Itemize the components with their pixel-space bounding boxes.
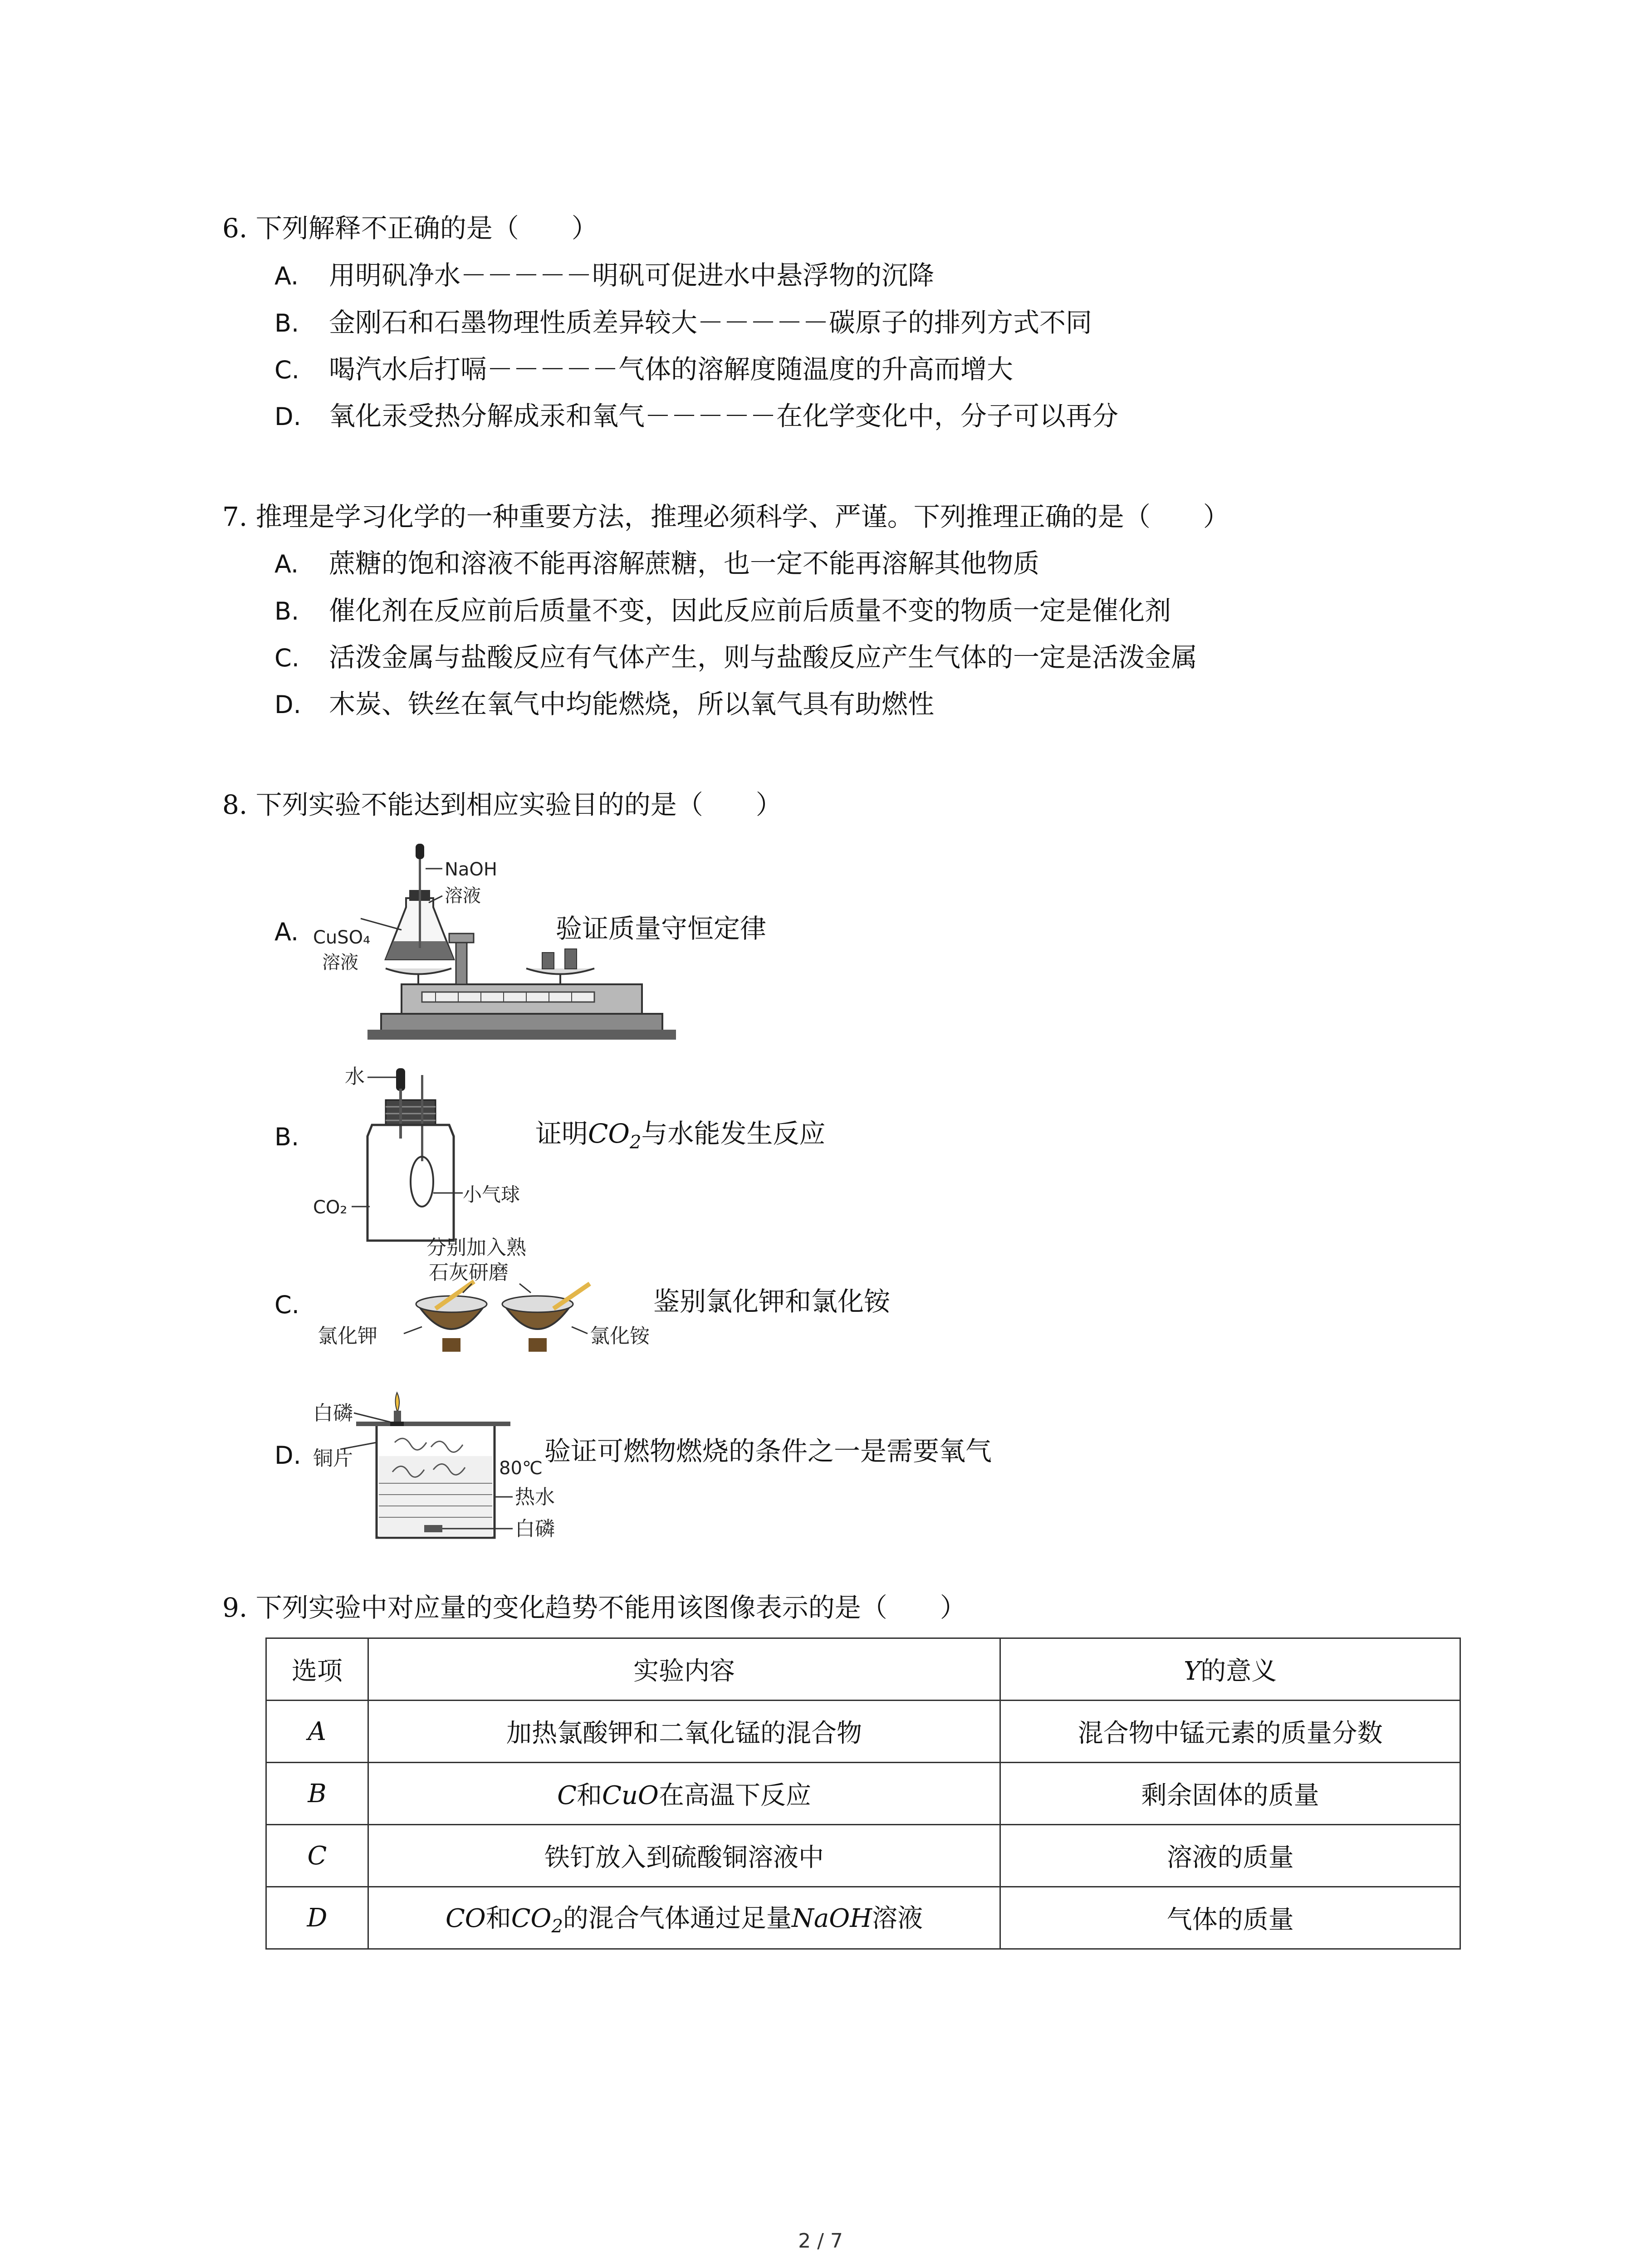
q9-stem: 9. 下列实验中对应量的变化趋势不能用该图像表示的是（ ） bbox=[222, 1592, 966, 1623]
row-option: D bbox=[266, 1887, 368, 1949]
table-row bbox=[266, 1825, 1460, 1887]
balloon-label: 小气球 bbox=[463, 1183, 520, 1206]
q8-stem: 8. 下列实验不能达到相应实验目的的是（ ） bbox=[222, 789, 782, 820]
row-content: 铁钉放入到硫酸铜溶液中 bbox=[368, 1825, 1000, 1887]
naoh-solution-label: 溶液 bbox=[445, 885, 481, 906]
q8-a-label: A. bbox=[274, 918, 299, 946]
cuso4-label: CuSO₄ bbox=[313, 927, 371, 948]
water-label: 水 bbox=[345, 1065, 365, 1088]
caption-line2: 石灰研磨 bbox=[429, 1261, 509, 1284]
header-content: 实验内容 bbox=[368, 1638, 1000, 1701]
q8-d-label: D. bbox=[274, 1441, 301, 1470]
copper-sheet-label: 铜片 bbox=[313, 1447, 353, 1470]
q6-stem: 6. 下列解释不正确的是（ ） bbox=[222, 213, 598, 244]
q7-stem: 7. 推理是学习化学的一种重要方法，推理必须科学、严谨。下列推理正确的是（ ） bbox=[222, 501, 1230, 532]
row-content: CO和$CO_2$的混合气体通过足量NaOH溶液 bbox=[368, 1887, 1000, 1949]
q8-b-text: 证明$CO_2$与水能发生反应 bbox=[535, 1118, 826, 1153]
q7-option-a: A. 蔗糖的饱和溶液不能再溶解蔗糖，也一定不能再溶解其他物质 bbox=[274, 548, 1040, 579]
page-number: 2 / 7 bbox=[798, 2229, 843, 2253]
row-meaning: 气体的质量 bbox=[1000, 1887, 1460, 1949]
table-row bbox=[266, 1763, 1460, 1825]
row-meaning: 剩余固体的质量 bbox=[1000, 1763, 1460, 1825]
table-row bbox=[266, 1701, 1460, 1763]
q8-b-label: B. bbox=[274, 1123, 299, 1151]
q8-d-text: 验证可燃物燃烧的条件之一是需要氧气 bbox=[544, 1436, 992, 1466]
cuso4-solution-label: 溶液 bbox=[322, 952, 358, 973]
q6-option-d: D. 氧化汞受热分解成汞和氧气－－－－－在化学变化中，分子可以再分 bbox=[274, 401, 1119, 431]
co2-label: CO₂ bbox=[313, 1197, 348, 1218]
header-meaning: Y的意义 bbox=[1000, 1638, 1460, 1701]
q6-option-c: C. 喝汽水后打嗝－－－－－气体的溶解度随温度的升高而增大 bbox=[274, 354, 1014, 385]
q7-option-d: D. 木炭、铁丝在氧气中均能燃烧，所以氧气具有助燃性 bbox=[274, 689, 935, 719]
q9-table bbox=[265, 1637, 1461, 1950]
row-option: A bbox=[266, 1701, 368, 1763]
q7-option-b: B. 催化剂在反应前后质量不变，因此反应前后质量不变的物质一定是催化剂 bbox=[274, 595, 1171, 626]
q6-option-b: B. 金刚石和石墨物理性质差异较大－－－－－碳原子的排列方式不同 bbox=[274, 307, 1092, 338]
row-meaning: 混合物中锰元素的质量分数 bbox=[1000, 1701, 1460, 1763]
row-option: B bbox=[266, 1763, 368, 1825]
header-option: 选项 bbox=[266, 1638, 368, 1701]
white-phosphorus-bottom-label: 白磷 bbox=[515, 1517, 555, 1540]
co2-balloon-figure bbox=[313, 1057, 549, 1247]
q8-a-text: 验证质量守恒定律 bbox=[556, 913, 767, 944]
temperature-label: 80℃ bbox=[499, 1458, 543, 1479]
nh4cl-label: 氯化铵 bbox=[590, 1325, 650, 1348]
kcl-label: 氯化钾 bbox=[318, 1325, 377, 1348]
caption-line1: 分别加入熟 bbox=[426, 1236, 526, 1259]
naoh-label: NaOH bbox=[445, 859, 497, 880]
table-header-row bbox=[266, 1638, 1460, 1701]
combustion-figure bbox=[313, 1393, 567, 1542]
mortar-figure bbox=[313, 1236, 658, 1368]
q8-c-label: C. bbox=[274, 1290, 299, 1319]
row-content: 加热氯酸钾和二氧化锰的混合物 bbox=[368, 1701, 1000, 1763]
white-phosphorus-top-label: 白磷 bbox=[313, 1402, 353, 1425]
table-row bbox=[266, 1887, 1460, 1949]
hot-water-label: 热水 bbox=[515, 1486, 555, 1509]
row-meaning: 溶液的质量 bbox=[1000, 1825, 1460, 1887]
q8-c-text: 鉴别氯化钾和氯化铵 bbox=[653, 1286, 891, 1317]
row-option: C bbox=[266, 1825, 368, 1887]
row-content: C和CuO在高温下反应 bbox=[368, 1763, 1000, 1825]
q7-option-c: C. 活泼金属与盐酸反应有气体产生，则与盐酸反应产生气体的一定是活泼金属 bbox=[274, 642, 1198, 673]
q6-option-a: A. 用明矾净水－－－－－明矾可促进水中悬浮物的沉降 bbox=[274, 260, 935, 291]
